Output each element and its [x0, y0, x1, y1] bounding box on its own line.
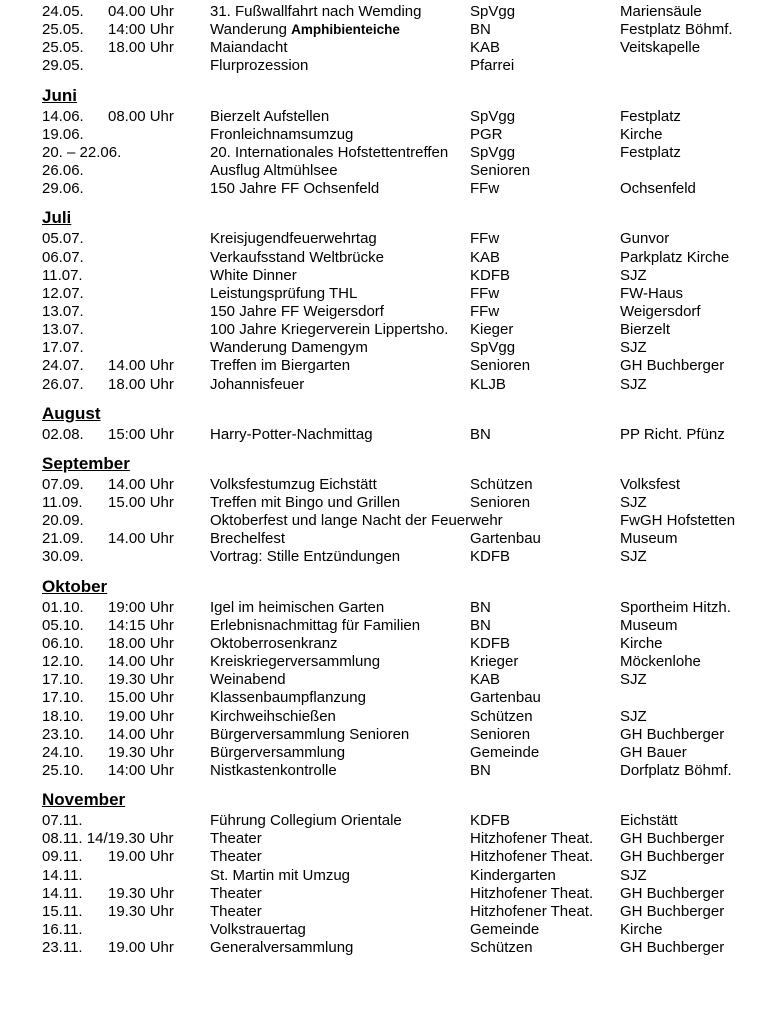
event-date: 17.07. [42, 339, 84, 357]
event-row [0, 57, 771, 75]
event-title: 150 Jahre FF Weigersdorf [210, 302, 384, 320]
event-title: Kreisjugendfeuerwehrtag [210, 230, 377, 248]
event-row [0, 476, 771, 494]
event-row [0, 267, 771, 285]
event-title: Treffen im Biergarten [210, 357, 351, 375]
event-row [0, 530, 771, 548]
event-title: Oktoberfest und lange Nacht der Feuerwehr [210, 512, 503, 530]
event-location: Parkplatz Kirche [620, 248, 730, 266]
event-title: Harry-Potter-Nachmittag [210, 425, 373, 443]
event-date: 29.06. [42, 180, 84, 198]
event-location: Kirche [620, 634, 663, 652]
event-organizer: KLJB [470, 375, 506, 393]
event-row [0, 848, 771, 866]
event-date: 02.08. [42, 425, 84, 443]
event-organizer: Senioren [470, 725, 531, 743]
month-heading: Oktober [42, 576, 108, 596]
event-time: 19.30 Uhr [108, 884, 174, 902]
event-title: White Dinner [210, 266, 297, 284]
event-date: 05.10. [42, 616, 84, 634]
event-location: SJZ [620, 494, 647, 511]
event-row [0, 653, 771, 671]
event-time: 19.30 Uhr [108, 671, 174, 689]
event-organizer: SpVgg [470, 107, 516, 125]
event-row [0, 162, 771, 180]
event-row [0, 21, 771, 39]
event-row [0, 3, 771, 21]
event-row [0, 671, 771, 689]
event-location: Festplatz [620, 143, 681, 161]
event-title: 100 Jahre Kriegerverein Lippertsho. [210, 321, 449, 339]
event-location: Möckenlohe [620, 653, 701, 670]
event-title: 150 Jahre FF Ochsenfeld [210, 180, 380, 198]
event-date: 13.07. [42, 302, 84, 320]
event-date: 06.07. [42, 248, 84, 266]
event-location: GH Buchberger [620, 884, 725, 902]
event-title: 31. Fußwallfahrt nach Wemding [210, 3, 422, 20]
event-organizer: Schützen [470, 707, 533, 725]
event-organizer: SpVgg [470, 3, 516, 20]
event-time: 14.00 Uhr [108, 653, 174, 670]
event-title: Treffen mit Bingo und Grillen [210, 494, 401, 511]
event-organizer: PGR [470, 125, 503, 143]
event-organizer: BN [470, 425, 491, 443]
event-row [0, 885, 771, 903]
event-title: Flurprozession [210, 57, 309, 75]
event-date: 12.10. [42, 653, 84, 670]
event-date: 09.11. [42, 848, 83, 866]
event-location: Bierzelt [620, 321, 671, 339]
event-organizer: Gemeinde [470, 743, 540, 761]
event-title: St. Martin mit Umzug [210, 866, 351, 884]
event-row [0, 512, 771, 530]
event-date: 25.05. [42, 21, 84, 39]
event-date: 15.11. [42, 902, 83, 920]
event-title-text: Wanderung [210, 21, 287, 39]
event-title: Theater [210, 902, 262, 920]
event-title: Theater [210, 884, 262, 902]
event-organizer: Kieger [470, 321, 514, 339]
event-date: 21.09. [42, 530, 84, 548]
event-title: Klassenbaumpflanzung [210, 689, 366, 707]
event-title: Kreiskriegerversammlung [210, 653, 381, 670]
event-time: 14:00 Uhr [108, 761, 174, 779]
event-date: 17.10. [42, 671, 84, 689]
event-title: Verkaufsstand Weltbrücke [210, 248, 384, 266]
event-date: 08.11. 14/19.30 Uhr [42, 830, 174, 848]
event-time: 19:00 Uhr [108, 598, 174, 616]
event-date: 18.10. [42, 707, 84, 725]
event-title: Erlebnisnachmittag für Familien [210, 616, 421, 634]
event-row [0, 494, 771, 512]
event-date: 24.05. [42, 3, 84, 20]
event-row [0, 126, 771, 144]
event-row [0, 689, 771, 707]
event-location: Museum [620, 530, 678, 548]
event-time: 18.00 Uhr [108, 39, 174, 57]
event-organizer: SpVgg [470, 339, 516, 357]
event-organizer: SpVgg [470, 143, 516, 161]
event-row [0, 144, 771, 162]
event-location: SJZ [620, 707, 647, 725]
event-location: GH Buchberger [620, 848, 725, 866]
event-organizer: Kindergarten [470, 866, 556, 884]
event-location: Eichstätt [620, 812, 678, 830]
event-row [0, 376, 771, 394]
event-title: Volkstrauertag [210, 921, 306, 938]
event-row [0, 903, 771, 921]
event-row [0, 108, 771, 126]
event-organizer: BN [470, 616, 491, 634]
event-date: 14.11. [42, 866, 83, 884]
event-date: 11.09. [42, 494, 83, 511]
event-time: 14.00 Uhr [108, 357, 174, 375]
event-location: GH Buchberger [620, 725, 725, 743]
event-date: 07.11. [42, 812, 83, 830]
event-organizer: Schützen [470, 939, 533, 957]
event-location: Festplatz [620, 107, 681, 125]
event-time: 14:00 Uhr [108, 21, 174, 39]
event-organizer: BN [470, 21, 491, 39]
event-organizer: Pfarrei [470, 57, 515, 75]
event-row [0, 599, 771, 617]
event-title: Generalversammlung [210, 939, 354, 957]
event-location: GH Buchberger [620, 902, 725, 920]
event-row [0, 744, 771, 762]
event-organizer: Hitzhofener Theat. [470, 830, 594, 848]
event-row [0, 867, 771, 885]
month-heading: August [42, 403, 101, 423]
event-date: 17.10. [42, 689, 84, 707]
event-location: SJZ [620, 548, 647, 566]
event-date: 05.07. [42, 230, 84, 248]
event-location: Kirche [620, 125, 663, 143]
event-organizer: Schützen [470, 475, 533, 493]
event-organizer: BN [470, 761, 491, 779]
event-location: GH Buchberger [620, 357, 725, 375]
event-date: 20. – 22.06. [42, 143, 122, 161]
event-row [0, 321, 771, 339]
event-location: PP Richt. Pfünz [620, 425, 725, 443]
month-heading: Juli [42, 208, 72, 228]
event-organizer: BN [470, 598, 491, 616]
event-location: GH Buchberger [620, 939, 725, 957]
event-location: FW-Haus [620, 284, 684, 302]
event-location: Weigersdorf [620, 302, 701, 320]
event-organizer: KAB [470, 248, 501, 266]
event-time: 14.00 Uhr [108, 725, 174, 743]
event-time: 14:15 Uhr [108, 616, 174, 634]
event-time: 18.00 Uhr [108, 375, 174, 393]
event-location: Ochsenfeld [620, 180, 696, 198]
event-title: Nistkastenkontrolle [210, 761, 337, 779]
event-row [0, 357, 771, 375]
event-title [210, 21, 400, 39]
event-organizer: FFw [470, 302, 500, 320]
event-time: 15.00 Uhr [108, 494, 174, 511]
event-title: Theater [210, 848, 262, 866]
event-date: 20.09. [42, 512, 84, 530]
event-time: 14.00 Uhr [108, 475, 174, 493]
event-date: 16.11. [42, 921, 83, 938]
event-row [0, 230, 771, 248]
event-location: SJZ [620, 866, 647, 884]
event-organizer: KDFB [470, 266, 511, 284]
event-row [0, 39, 771, 57]
event-location: Museum [620, 616, 678, 634]
event-title: Weinabend [210, 671, 286, 689]
event-date: 24.10. [42, 743, 84, 761]
event-title: Kirchweihschießen [210, 707, 336, 725]
event-title: Wanderung Damengym [210, 339, 368, 357]
event-time: 15.00 Uhr [108, 689, 174, 707]
event-title: Volksfestumzug Eichstätt [210, 475, 377, 493]
event-time: 19.00 Uhr [108, 707, 174, 725]
event-organizer: Gartenbau [470, 530, 541, 548]
event-time: 18.00 Uhr [108, 634, 174, 652]
event-organizer: Senioren [470, 494, 531, 511]
event-row [0, 939, 771, 957]
month-heading: September [42, 453, 130, 473]
event-date: 13.07. [42, 321, 84, 339]
event-time: 15:00 Uhr [108, 425, 174, 443]
event-date: 30.09. [42, 548, 84, 566]
event-location: SJZ [620, 339, 647, 357]
event-organizer: FFw [470, 180, 500, 198]
event-organizer: KAB [470, 39, 501, 57]
event-title-highlight: Amphibienteiche [291, 22, 400, 38]
event-time: 19.30 Uhr [108, 902, 174, 920]
event-row [0, 180, 771, 198]
event-row [0, 548, 771, 566]
event-organizer: Krieger [470, 653, 519, 670]
event-row [0, 426, 771, 444]
event-location: Kirche [620, 921, 663, 938]
event-organizer: Hitzhofener Theat. [470, 848, 594, 866]
event-row [0, 285, 771, 303]
event-date: 11.07. [42, 266, 83, 284]
event-title: Vortrag: Stille Entzündungen [210, 548, 401, 566]
event-date: 26.07. [42, 375, 84, 393]
event-date: 24.07. [42, 357, 84, 375]
event-organizer: FFw [470, 230, 500, 248]
event-row [0, 617, 771, 635]
event-row [0, 762, 771, 780]
event-location: Mariensäule [620, 3, 702, 20]
event-date: 23.10. [42, 725, 84, 743]
event-date: 25.05. [42, 39, 84, 57]
event-row [0, 812, 771, 830]
month-heading: Juni [42, 85, 77, 105]
event-date: 23.11. [42, 939, 83, 957]
event-date: 07.09. [42, 475, 84, 493]
event-date: 19.06. [42, 125, 84, 143]
event-location: SJZ [620, 375, 647, 393]
event-organizer: KAB [470, 671, 501, 689]
event-location: Volksfest [620, 475, 681, 493]
event-location: Veitskapelle [620, 39, 701, 57]
event-time: 04.00 Uhr [108, 3, 174, 20]
event-title: Fronleichnamsumzug [210, 125, 354, 143]
event-organizer: KDFB [470, 548, 511, 566]
event-date: 01.10. [42, 598, 84, 616]
event-location: GH Buchberger [620, 830, 725, 848]
event-row [0, 726, 771, 744]
event-date: 12.07. [42, 284, 84, 302]
event-row [0, 708, 771, 726]
event-title: Bierzelt Aufstellen [210, 107, 330, 125]
event-location: Festplatz Böhmf. [620, 21, 733, 39]
event-title: Maiandacht [210, 39, 288, 57]
event-organizer: Hitzhofener Theat. [470, 902, 594, 920]
event-location: FwGH Hofstetten [620, 512, 736, 530]
event-title: Bürgerversammlung [210, 743, 346, 761]
event-location: Gunvor [620, 230, 670, 248]
event-title: Bürgerversammlung Senioren [210, 725, 410, 743]
event-time: 08.00 Uhr [108, 107, 174, 125]
event-date: 14.06. [42, 107, 84, 125]
event-location: SJZ [620, 266, 647, 284]
event-title: Theater [210, 830, 262, 848]
event-location: GH Bauer [620, 743, 687, 761]
event-time: 14.00 Uhr [108, 530, 174, 548]
event-row [0, 830, 771, 848]
event-title: Igel im heimischen Garten [210, 598, 385, 616]
event-organizer: Senioren [470, 162, 531, 180]
event-row [0, 303, 771, 321]
event-location: SJZ [620, 671, 647, 689]
event-date: 29.05. [42, 57, 84, 75]
event-title: 20. Internationales Hofstettentreffen [210, 143, 449, 161]
event-organizer: KDFB [470, 634, 511, 652]
event-time: 19.00 Uhr [108, 848, 174, 866]
event-row [0, 635, 771, 653]
event-row [0, 921, 771, 939]
event-row [0, 339, 771, 357]
event-organizer: KDFB [470, 812, 511, 830]
event-date: 06.10. [42, 634, 84, 652]
event-organizer: Gemeinde [470, 921, 540, 938]
event-row [0, 249, 771, 267]
event-date: 25.10. [42, 761, 84, 779]
event-title: Führung Collegium Orientale [210, 812, 402, 830]
event-location: Sportheim Hitzh. [620, 598, 731, 616]
event-title: Leistungsprüfung THL [210, 284, 358, 302]
event-title: Ausflug Altmühlsee [210, 162, 338, 180]
event-location: Dorfplatz Böhmf. [620, 761, 732, 779]
event-organizer: Senioren [470, 357, 531, 375]
event-time: 19.00 Uhr [108, 939, 174, 957]
event-organizer: Hitzhofener Theat. [470, 884, 594, 902]
month-heading: November [42, 790, 126, 810]
event-time: 19.30 Uhr [108, 743, 174, 761]
event-date: 26.06. [42, 162, 84, 180]
event-date: 14.11. [42, 884, 83, 902]
event-title: Johannisfeuer [210, 375, 305, 393]
event-title: Oktoberrosenkranz [210, 634, 338, 652]
event-organizer: Gartenbau [470, 689, 541, 707]
event-organizer: FFw [470, 284, 500, 302]
event-title: Brechelfest [210, 530, 286, 548]
